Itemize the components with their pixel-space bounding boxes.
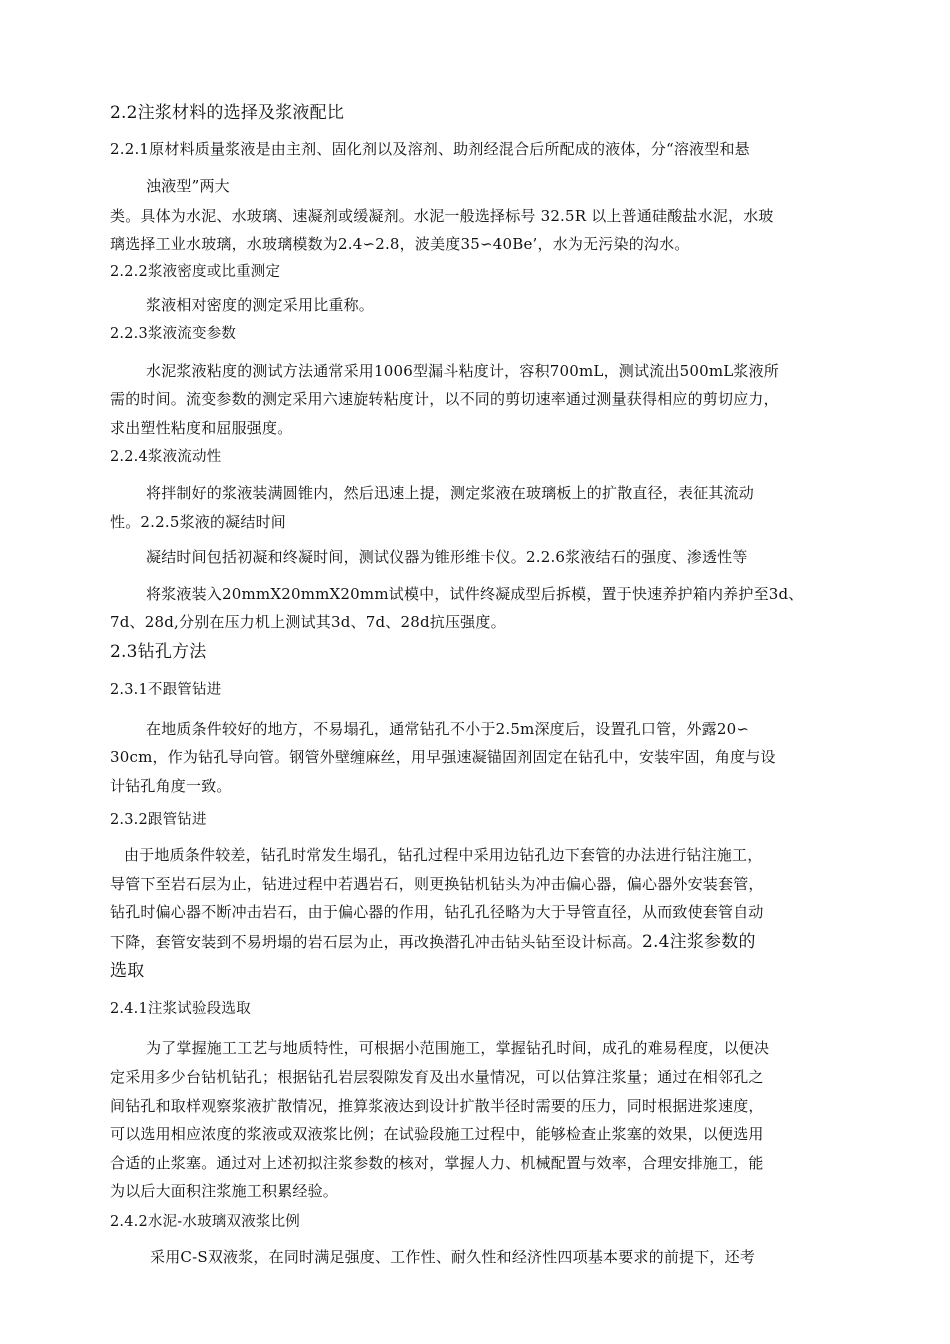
- subsection-heading-2-4-1: 2.4.1注浆试验段选取: [110, 1001, 251, 1017]
- paragraph-2-2-1-line-1: 2.2.1原材料质量浆液是由主剂、固化剂以及溶剂、助剂经混合后所配成的液体，分“溶液型和悬: [110, 140, 750, 158]
- paragraph-2-4-1-line-6: 为以后大面积注浆施工积累经验。: [110, 1182, 339, 1200]
- paragraph-2-3-2-line-4: [110, 931, 756, 953]
- subsection-heading-2-2-4: 2.2.4浆液流动性: [110, 449, 222, 465]
- paragraph-2-2-4-line-2: 性。2.2.5浆液的凝结时间: [110, 513, 286, 531]
- paragraph-2-2-3-line-1: 水泥浆液粘度的测试方法通常采用1006型漏斗粘度计，容积700mL，测试流出500mL浆液所: [146, 362, 780, 380]
- subsection-heading-2-3-1: 2.3.1不跟管钻进: [110, 682, 222, 698]
- paragraph-2-4-1-line-4: 可以选用相应浓度的浆液或双液浆比例；在试验段施工过程中，能够检查止浆塞的效果，以便选用: [110, 1125, 764, 1143]
- paragraph-2-3-2-line-1: 由于地质条件较差，钻孔时常发生塌孔，钻孔过程中采用边钻孔边下套管的办法进行钻注施工，: [124, 846, 763, 864]
- section-heading-2-4-end: 选取: [110, 961, 145, 981]
- paragraph-2-4-1-line-3: 间钻孔和取样观察浆液扩散情况，推算浆液达到设计扩散半径时需要的压力，同时根据进浆速度，: [110, 1097, 764, 1115]
- section-heading-2-4-start: 2.4注浆参数的: [642, 932, 756, 952]
- paragraph-2-3-1-line-3: 计钻孔角度一致。: [110, 777, 232, 795]
- section-heading-2-3: 2.3钻孔方法: [110, 642, 207, 662]
- paragraph-2-4-2-line-1: 采用C-S双液浆，在同时满足强度、工作性、耐久性和经济性四项基本要求的前提下，还考: [150, 1248, 756, 1266]
- paragraph-2-2-6-line-1: 将浆液装入20mmX20mmX20mm试模中，试件终凝成型后拆模，置于快速养护箱内养护至3d、: [146, 585, 804, 603]
- paragraph-2-2-3-line-3: 求出塑性粘度和屈服强度。: [110, 419, 293, 437]
- subsection-heading-2-2-2: 2.2.2浆液密度或比重测定: [110, 264, 281, 280]
- paragraph-2-3-2-line-4-text: 下降，套管安装到不易坍塌的岩石层为止，再改换潜孔冲击钻头钻至设计标高。: [110, 933, 643, 951]
- subsection-heading-2-3-2: 2.3.2跟管钻进: [110, 812, 207, 828]
- paragraph-2-2-5-line-1: 凝结时间包括初凝和终凝时间，测试仪器为锥形维卡仪。2.2.6浆液结石的强度、渗透性等: [146, 548, 748, 566]
- paragraph-2-4-1-line-1: 为了掌握施工工艺与地质特性，可根据小范围施工，掌握钻孔时间，成孔的难易程度，以便决: [146, 1039, 770, 1057]
- subsection-heading-2-2-3: 2.2.3浆液流变参数: [110, 326, 237, 342]
- paragraph-2-3-2-line-3: 钻孔时偏心器不断冲击岩石，由于偏心器的作用，钻孔孔径略为大于导管直径，从而致使套管自动: [110, 903, 764, 921]
- paragraph-2-2-1-line-3: 类。具体为水泥、水玻璃、速凝剂或缓凝剂。水泥一般选择标号 32.5R 以上普通硅酸盐水泥，水玻: [110, 207, 774, 225]
- paragraph-2-3-2-line-2: 导管下至岩石层为止，钻进过程中若遇岩石，则更换钻机钻头为冲击偏心器，偏心器外安装套管，: [110, 875, 764, 893]
- paragraph-2-2-6-line-2: 7d、28d,分别在压力机上测试其3d、7d、28d抗压强度。: [110, 613, 506, 631]
- section-heading-2-2: 2.2注浆材料的选择及浆液配比: [110, 103, 345, 123]
- subsection-heading-2-4-2: 2.4.2水泥-水玻璃双液浆比例: [110, 1214, 300, 1230]
- paragraph-2-2-1-line-4: 璃选择工业水玻璃，水玻璃模数为2.4∽2.8，波美度35∽40Be’，水为无污染的沟水。: [110, 235, 690, 253]
- paragraph-2-4-1-line-2: 定采用多少台钻机钻孔；根据钻孔岩层裂隙发育及出水量情况，可以估算注浆量；通过在相邻孔之: [110, 1068, 764, 1086]
- paragraph-2-4-1-line-5: 合适的止浆塞。通过对上述初拟注浆参数的核对，掌握人力、机械配置与效率，合理安排施工，能: [110, 1154, 764, 1172]
- paragraph-2-2-4-line-1: 将拌制好的浆液装满圆锥内，然后迅速上提，测定浆液在玻璃板上的扩散直径，表征其流动: [146, 484, 755, 502]
- paragraph-2-3-1-line-1: 在地质条件较好的地方，不易塌孔，通常钻孔不小于2.5m深度后，设置孔口管，外露20∽: [146, 720, 750, 738]
- paragraph-2-3-1-line-2: 30cm，作为钻孔导向管。钢管外壁缠麻丝，用早强速凝锚固剂固定在钻孔中，安装牢固，角度与设: [110, 748, 776, 766]
- paragraph-2-2-1-line-2: 浊液型”两大: [146, 177, 230, 195]
- paragraph-2-2-3-line-2: 需的时间。流变参数的测定采用六速旋转粘度计，以不同的剪切速率通过测量获得相应的剪切应力，: [110, 390, 779, 408]
- paragraph-2-2-2-line-1: 浆液相对密度的测定采用比重称。: [146, 296, 375, 314]
